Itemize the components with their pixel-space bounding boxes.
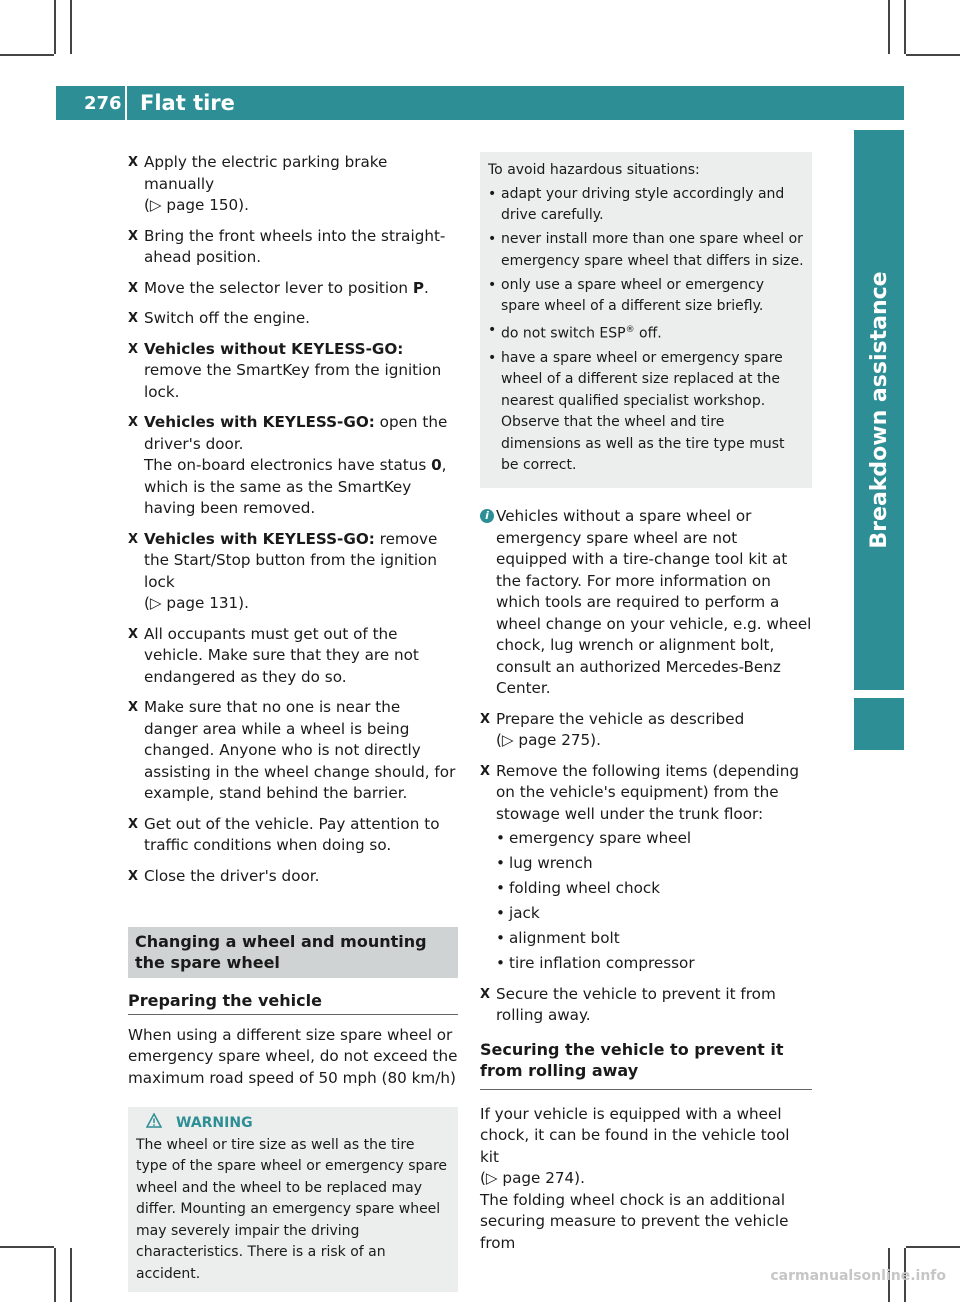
step-item: X Apply the electric parking brake manually (▷ page 150). [128, 152, 458, 217]
right-column [480, 152, 812, 1254]
crop-mark [888, 0, 890, 54]
info-icon: i [480, 509, 494, 523]
warning-header [136, 1113, 450, 1135]
warning-title: WARNING [176, 1115, 253, 1131]
paragraph: The folding wheel chock is an additional securing measure to prevent the vehicle from [480, 1190, 789, 1252]
page-reference[interactable]: (▷ page 274). [480, 1169, 585, 1188]
left-column [128, 152, 458, 1292]
crop-mark [0, 54, 54, 56]
paragraph: When using a different size spare wheel or emergency spare wheel, do not exceed the maximum road speed of 50 mph (80 km/h) [128, 1025, 458, 1087]
page-title: Flat tire [140, 91, 235, 115]
list-item: • lug wrench [496, 853, 812, 875]
subheading: Preparing the vehicle [128, 990, 458, 1015]
page-reference[interactable]: (▷ page 275). [496, 731, 601, 750]
list-item: • have a spare wheel or emergency spare wheel of a different size replaced at the nearest qualified specialist workshop. Observe that the wheel and tire dimensions as well as the tire type must be correct. [488, 348, 804, 477]
step-item: X Make sure that no one is near the danger area while a wheel is being changed. Anyone who is not directly assisting in the wheel change should, for example, stand behind the barrier. [128, 697, 458, 805]
step-item: X All occupants must get out of the vehicle. Make sure that they are not endangered as they do so. [128, 624, 458, 689]
warning-icon [146, 1113, 162, 1135]
list-item: • alignment bolt [496, 928, 812, 950]
warning-text: The wheel or tire size as well as the tire type of the spare wheel or emergency spare wheel and the wheel to be replaced may differ. Mounting an emergency spare wheel may severely impair the driving characteristics. There is a risk of an accident. [136, 1136, 448, 1282]
list-item: • never install more than one spare wheel or emergency spare wheel that differs in size. [488, 229, 804, 272]
item-list [496, 828, 812, 975]
step-item: X Vehicles with KEYLESS-GO: remove the Start/Stop button from the ignition lock (▷ page 131). [128, 529, 458, 615]
info-note: i Vehicles without a spare wheel or emergency spare wheel are not equipped with a tire-change tool kit at the factory. For more information on which tools are required to perform a wheel change on your vehicle, e.g. wheel chock, lug wrench or alignment bolt, consult an authorized Mercedes-Benz Center. [480, 506, 812, 700]
step-item: X Vehicles with KEYLESS-GO: open the driver's door. The on-board electronics have status 0, which is the same as the SmartKey having been removed. [128, 412, 458, 520]
hazard-note-box [480, 152, 812, 488]
list-item: • folding wheel chock [496, 878, 812, 900]
step-item: X Prepare the vehicle as described (▷ page 275). [480, 709, 812, 752]
crop-mark [0, 1246, 54, 1248]
crop-mark [906, 1246, 960, 1248]
step-item: X Get out of the vehicle. Pay attention to traffic conditions when doing so. [128, 814, 458, 857]
crop-mark [906, 54, 960, 56]
page-reference[interactable]: (▷ page 131). [144, 594, 249, 612]
step-item: X Vehicles without KEYLESS-GO: remove the SmartKey from the ignition lock. [128, 339, 458, 404]
list-item: • do not switch ESP® off. [488, 320, 804, 345]
step-item: X Close the driver's door. [128, 866, 458, 888]
paragraph: If your vehicle is equipped with a wheel chock, it can be found in the vehicle tool kit (▷ page 274). [480, 1104, 790, 1188]
page-number: 276 [84, 93, 122, 114]
step-item: X Secure the vehicle to prevent it from rolling away. [480, 984, 812, 1027]
crop-mark [904, 0, 906, 54]
step-item: X Move the selector lever to position P. [128, 278, 458, 300]
page-reference[interactable]: (▷ page 150). [144, 196, 249, 214]
list-item: • tire inflation compressor [496, 953, 812, 975]
step-item: X Bring the front wheels into the straight-ahead position. [128, 226, 458, 269]
list-item: • emergency spare wheel [496, 828, 812, 850]
crop-mark [70, 0, 72, 54]
list-item: • jack [496, 903, 812, 925]
watermark: carmanualsonline.info [770, 1268, 946, 1284]
subheading: Securing the vehicle to prevent it from rolling away [480, 1039, 812, 1090]
list-item: • adapt your driving style accordingly and drive carefully. [488, 184, 804, 227]
step-item: X Switch off the engine. [128, 308, 458, 330]
crop-mark [70, 1248, 72, 1302]
crop-mark [54, 1248, 56, 1302]
hazard-note-lead: To avoid hazardous situations: [488, 162, 700, 178]
section-heading: Changing a wheel and mounting the spare wheel [128, 927, 458, 978]
step-item: X Remove the following items (depending on the vehicle's equipment) from the stowage well under the trunk floor: • emergency spare wheel • lug wrench • folding wheel chock • jack • alignment bolt • tire inflation compressor [480, 761, 812, 975]
side-tab-marker [854, 698, 904, 750]
side-tab-label: Breakdown assistance [866, 271, 892, 549]
list-item: • only use a spare wheel or emergency spare wheel of a different size briefly. [488, 275, 804, 318]
crop-mark [54, 0, 56, 54]
warning-box [128, 1107, 458, 1292]
header-divider [125, 58, 127, 120]
